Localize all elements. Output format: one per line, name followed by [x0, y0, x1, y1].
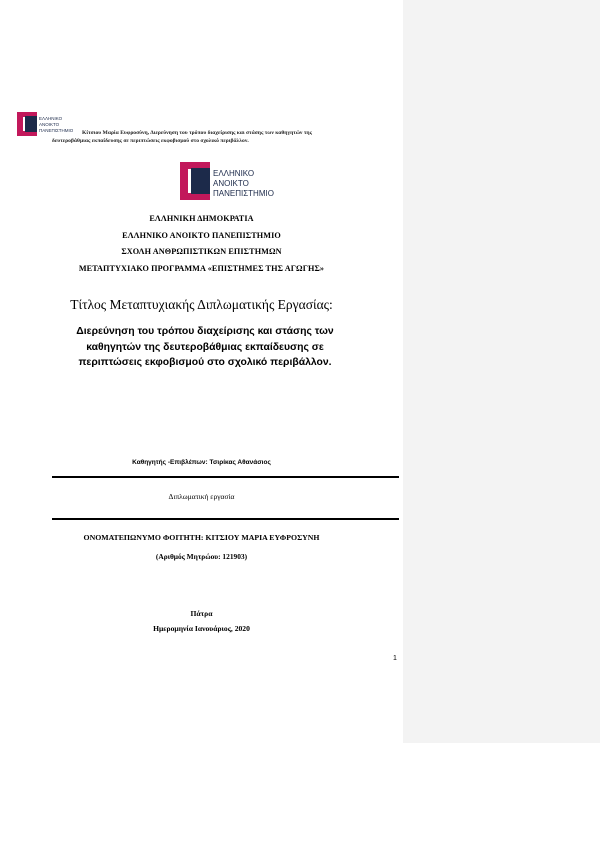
- svg-text:ΑΝΟΙΚΤΟ: ΑΝΟΙΚΤΟ: [213, 179, 249, 188]
- city: Πάτρα: [190, 609, 213, 618]
- thesis-title: Διερεύνηση του τρόπου διαχείρισης και στάσης των καθηγητών της δευτεροβάθμιας εκπαίδευσης σε περιπτώσεις εκφοβισμού στο σχολικό περιβάλλον.: [76, 326, 334, 368]
- running-header-line-2: δευτεροβάθμιας εκπαίδευσης σε περιπτώσεις εκφοβισμού στο σχολικό περιβάλλον.: [52, 137, 249, 144]
- institution-line-2: ΕΛΛΗΝΙΚΟ ΑΝΟΙΚΤΟ ΠΑΝΕΠΙΣΤΗΜΙΟ: [122, 231, 281, 240]
- registration-number: (Αριθμός Μητρώου: 121903): [155, 552, 248, 561]
- institution-line-1: ΕΛΛΗΝΙΚΗ ΔΗΜΟΚΡΑΤΙΑ: [149, 214, 254, 223]
- divider-bottom: [52, 518, 399, 520]
- svg-text:ΕΛΛΗΝΙΚΟ: ΕΛΛΗΝΙΚΟ: [213, 169, 255, 178]
- institution-line-3: ΣΧΟΛΗ ΑΝΘΡΩΠΙΣΤΙΚΩΝ ΕΠΙΣΤΗΜΩΝ: [121, 247, 282, 256]
- title-label: Τίτλος Μεταπτυχιακής Διπλωματικής Εργασίας:: [70, 297, 333, 312]
- comment-pane-blank: [403, 743, 600, 849]
- running-header: [52, 130, 382, 145]
- student-name: ΟΝΟΜΑΤΕΠΩΝΥΜΟ ΦΟΙΤΗΤΗ: ΚΙΤΣΙΟΥ ΜΑΡΙΑ ΕΥΦΡΟΣΥΝΗ: [83, 533, 320, 542]
- running-header-line-1: Κίτσιου Μαρία Ευφροσύνη, Διερεύνηση του τρόπου διαχείρισης και στάσης των καθηγητών της: [82, 130, 312, 136]
- thesis-type: Διπλωματική εργασία: [168, 492, 235, 501]
- supervisor: Καθηγητής -Επιβλέπων: Τσιρίκας Αθανάσιος: [132, 459, 271, 466]
- svg-text:ΠΑΝΕΠΙΣΤΗΜΙΟ: ΠΑΝΕΠΙΣΤΗΜΙΟ: [213, 189, 274, 198]
- date: Ημερομηνία Ιανουάριος, 2020: [153, 624, 250, 633]
- divider-top: [52, 476, 399, 478]
- comment-pane: [403, 0, 600, 743]
- svg-text:ΕΛΛΗΝΙΚΟ: ΕΛΛΗΝΙΚΟ: [39, 116, 63, 121]
- svg-text:ΑΝΟΙΚΤΟ: ΑΝΟΙΚΤΟ: [39, 122, 60, 127]
- university-logo: [180, 162, 276, 206]
- svg-text:ΠΑΝΕΠΙΣΤΗΜΙΟ: ΠΑΝΕΠΙΣΤΗΜΙΟ: [39, 128, 74, 133]
- page-number: 1: [393, 655, 397, 662]
- institution-line-4: ΜΕΤΑΠΤΥΧΙΑΚΟ ΠΡΟΓΡΑΜΜΑ «ΕΠΙΣΤΗΜΕΣ ΤΗΣ ΑΓΩΓΗΣ»: [78, 264, 325, 273]
